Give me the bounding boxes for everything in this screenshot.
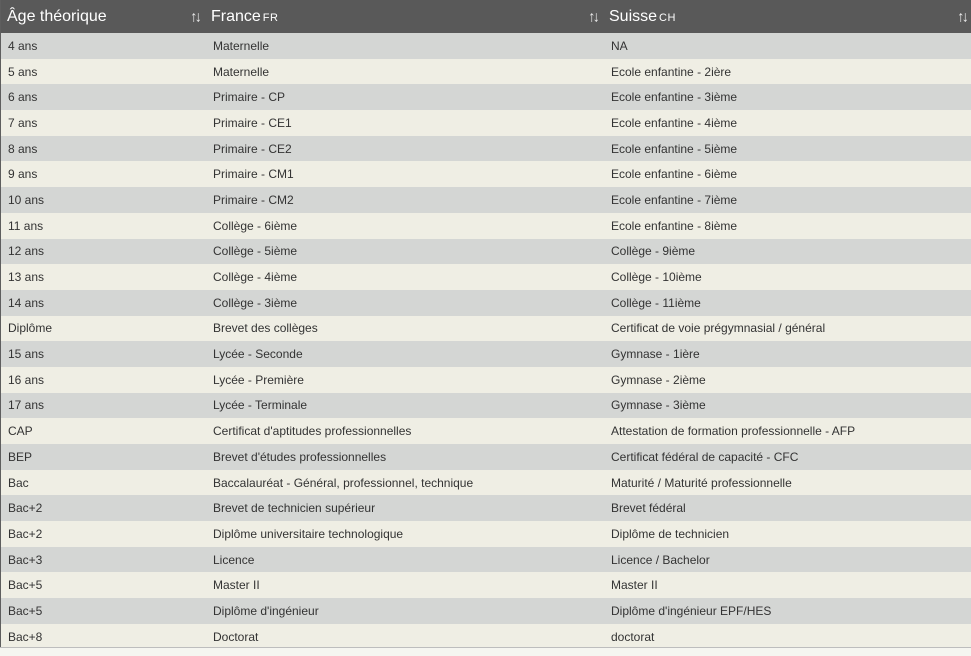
- sort-arrows-icon[interactable]: ↑↓: [190, 8, 199, 25]
- cell-age: 14 ans: [8, 295, 45, 310]
- cell-suisse: Certificat de voie prégymnasial / général: [611, 321, 826, 336]
- header-suisse[interactable]: [603, 0, 971, 33]
- cell-age: Bac+5: [8, 603, 43, 618]
- cell-age: Bac+2: [8, 526, 43, 541]
- cell-age: 5 ans: [8, 64, 38, 79]
- cell-age: 16 ans: [8, 372, 45, 387]
- table-row: [1, 33, 971, 59]
- cell-france: Doctorat: [213, 629, 259, 644]
- cell-age: 12 ans: [8, 244, 45, 259]
- cell-france: Collège - 3ième: [213, 295, 298, 310]
- cell-age: BEP: [8, 449, 33, 464]
- cell-france: Primaire - CE1: [213, 115, 292, 130]
- cell-age: Bac+3: [8, 552, 43, 567]
- cell-suisse: Diplôme de technicien: [611, 526, 730, 541]
- cell-suisse: Collège - 10ième: [611, 270, 702, 285]
- cell-france: Lycée - Première: [213, 372, 304, 387]
- cell-age: 17 ans: [8, 398, 45, 413]
- cell-suisse: Master II: [611, 578, 658, 593]
- cell-suisse: Collège - 11ième: [611, 295, 701, 310]
- cell-suisse: Gymnase - 2ième: [611, 372, 706, 387]
- cell-france: Collège - 4ième: [213, 270, 298, 285]
- cell-france: Primaire - CM2: [213, 192, 294, 207]
- table-row: [1, 341, 971, 367]
- table-row: [1, 624, 971, 650]
- cell-france: Master II: [213, 578, 260, 593]
- table-row: [1, 136, 971, 162]
- table-header-row: [1, 0, 971, 33]
- header-france[interactable]: [205, 0, 603, 33]
- table-row: [1, 521, 971, 547]
- cell-france: Brevet d'études professionnelles: [213, 449, 387, 464]
- cell-age: Bac+5: [8, 578, 43, 593]
- cell-france: Collège - 6ième: [213, 218, 298, 233]
- cell-suisse: Ecole enfantine - 6ième: [611, 167, 738, 182]
- cell-suisse: Ecole enfantine - 8ième: [611, 218, 738, 233]
- header-age[interactable]: [1, 0, 205, 33]
- table-row: [1, 495, 971, 521]
- table-row: [1, 239, 971, 265]
- sort-arrows-icon[interactable]: ↑↓: [588, 8, 597, 25]
- cell-france: Licence: [213, 552, 255, 567]
- table-row: [1, 161, 971, 187]
- cell-age: 9 ans: [8, 167, 38, 182]
- cell-suisse: Attestation de formation professionnelle - AFP: [611, 424, 856, 439]
- cell-age: 4 ans: [8, 38, 38, 53]
- table-row: [1, 84, 971, 110]
- header-suisse-label: Suisse: [609, 7, 658, 25]
- table-row: [1, 470, 971, 496]
- cell-age: 6 ans: [8, 90, 38, 105]
- cell-france: Maternelle: [213, 38, 270, 53]
- cell-age: Diplôme: [8, 321, 53, 336]
- sort-arrows-icon[interactable]: ↑↓: [957, 8, 966, 25]
- cell-suisse: Maturité / Maturité professionnelle: [611, 475, 792, 490]
- table-row: [1, 264, 971, 290]
- cell-suisse: Gymnase - 3ième: [611, 398, 706, 413]
- table-row: [1, 367, 971, 393]
- table-row: [1, 547, 971, 573]
- cell-age: 11 ans: [8, 218, 44, 233]
- cell-suisse: Brevet fédéral: [611, 501, 686, 516]
- cell-suisse: Licence / Bachelor: [611, 552, 710, 567]
- cell-france: Baccalauréat - Général, professionnel, technique: [213, 475, 474, 490]
- cell-age: 13 ans: [8, 270, 45, 285]
- header-france-sub: FR: [262, 11, 279, 24]
- cell-suisse: Collège - 9ième: [611, 244, 696, 259]
- table-row: [1, 213, 971, 239]
- cell-france: Diplôme d'ingénieur: [213, 603, 319, 618]
- table-bottom-edge: [0, 647, 971, 656]
- table-row: [1, 187, 971, 213]
- table-row: [1, 316, 971, 342]
- cell-suisse: Ecole enfantine - 4ième: [611, 115, 738, 130]
- cell-suisse: Gymnase - 1ière: [611, 347, 700, 362]
- cell-suisse: Ecole enfantine - 2ière: [611, 64, 732, 79]
- header-suisse-sub: CH: [659, 11, 676, 24]
- cell-france: Brevet des collèges: [213, 321, 318, 336]
- cell-suisse: Ecole enfantine - 5ième: [611, 141, 738, 156]
- cell-france: Primaire - CP: [213, 90, 286, 105]
- cell-age: Bac: [8, 475, 29, 490]
- table-row: [1, 598, 971, 624]
- cell-france: Primaire - CE2: [213, 141, 292, 156]
- header-age-label: Âge théorique: [7, 7, 107, 25]
- table-row: [1, 572, 971, 598]
- table-row: [1, 393, 971, 419]
- table-row: [1, 290, 971, 316]
- cell-age: CAP: [8, 424, 33, 439]
- cell-france: Lycée - Terminale: [213, 398, 308, 413]
- cell-suisse: doctorat: [611, 629, 655, 644]
- cell-age: 8 ans: [8, 141, 38, 156]
- cell-suisse: Ecole enfantine - 7ième: [611, 192, 738, 207]
- cell-suisse: Ecole enfantine - 3ième: [611, 90, 738, 105]
- header-france-label: France: [211, 7, 261, 25]
- table-row: [1, 418, 971, 444]
- cell-age: 7 ans: [8, 115, 38, 130]
- cell-france: Brevet de technicien supérieur: [213, 501, 376, 516]
- cell-age: 15 ans: [8, 347, 45, 362]
- cell-suisse: Certificat fédéral de capacité - CFC: [611, 449, 799, 464]
- cell-france: Certificat d'aptitudes professionnelles: [213, 424, 412, 439]
- cell-suisse: Diplôme d'ingénieur EPF/HES: [611, 603, 772, 618]
- cell-france: Primaire - CM1: [213, 167, 294, 182]
- cell-age: Bac+2: [8, 501, 43, 516]
- table-row: [1, 110, 971, 136]
- table-row: [1, 444, 971, 470]
- table-row: [1, 59, 971, 85]
- cell-france: Maternelle: [213, 64, 270, 79]
- cell-suisse: NA: [611, 38, 628, 53]
- cell-france: Collège - 5ième: [213, 244, 298, 259]
- table-body: [1, 33, 971, 650]
- cell-age: 10 ans: [8, 192, 45, 207]
- cell-france: Diplôme universitaire technologique: [213, 526, 404, 541]
- cell-age: Bac+8: [8, 629, 43, 644]
- cell-france: Lycée - Seconde: [213, 347, 303, 362]
